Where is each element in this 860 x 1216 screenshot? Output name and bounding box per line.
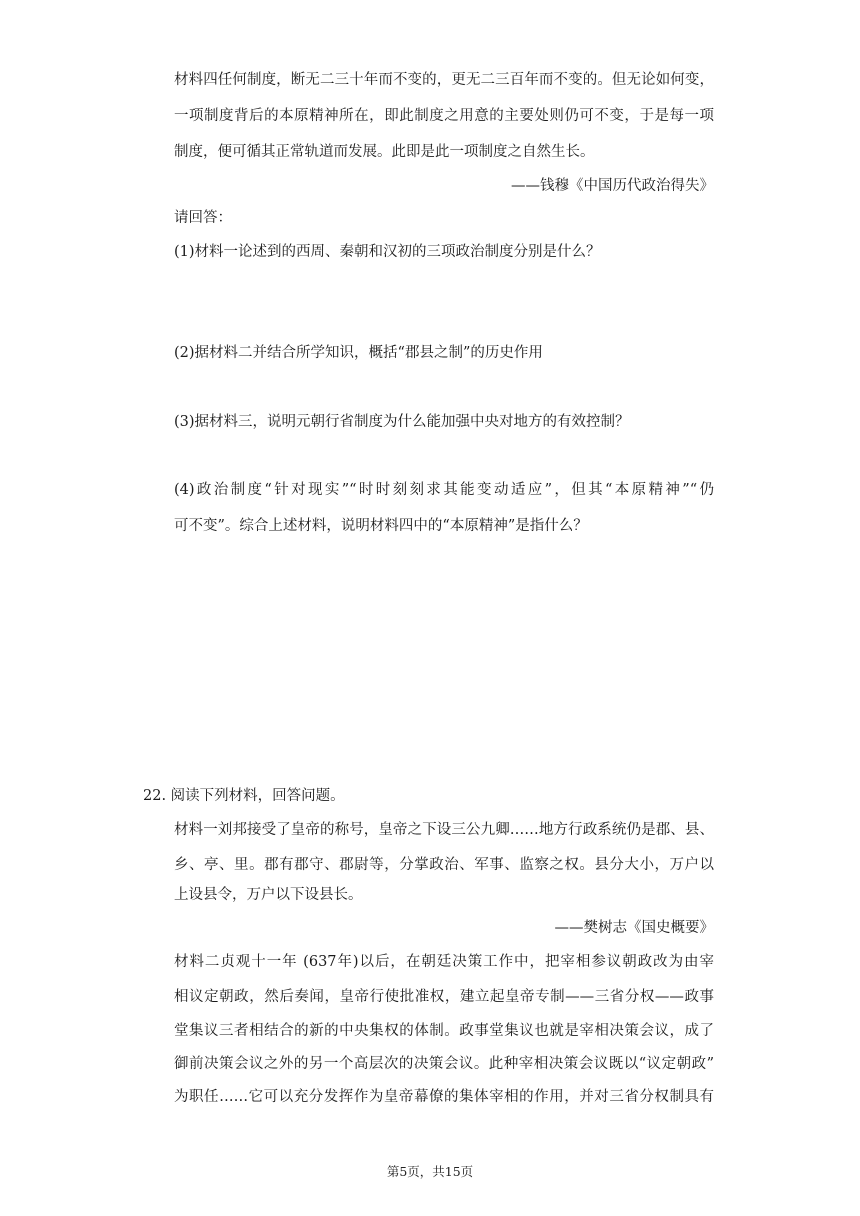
q22-material2-line-5: 为职任……它可以充分发挥作为皇帝幕僚的集体宰相的作用，并对三省分权制具有: [174, 1089, 714, 1105]
question-1: (1)材料一论述到的西周、秦朝和汉初的三项政治制度分别是什么？: [174, 244, 601, 260]
q22-material1-line-2: 乡、亭、里。郡有郡守、郡尉等，分掌政治、军事、监察之权。县分大小，万户以: [174, 857, 714, 873]
q22-material1-source: ——樊树志《国史概要》: [554, 920, 714, 936]
material4-line-2: 一项制度背后的本原精神所在，即此制度之用意的主要处则仍可不变，于是每一项: [174, 108, 714, 124]
page-number-footer: 第5页，共15页: [386, 1164, 474, 1179]
q22-material1-line-1: 材料一刘邦接受了皇帝的称号，皇帝之下设三公九卿……地方行政系统仍是郡、县、: [174, 822, 714, 838]
material4-line-1: 材料四任何制度，断无二三十年而不变的，更无二三百年而不变的。但无论如何变，: [174, 72, 714, 88]
question-4-line-1: (4)政治制度“针对现实”“时时刻刻求其能变动适应”，但其“本原精神”“仍: [174, 482, 714, 498]
material4-line-3: 制度，便可循其正常轨道而发展。此即是此一项制度之自然生长。: [174, 144, 595, 160]
material4-source: ——钱穆《中国历代政治得失》: [511, 178, 714, 194]
question-2: (2)据材料二并结合所学知识，概括“郡县之制”的历史作用: [174, 345, 543, 361]
q22-material2-line-2: 相议定朝政，然后奏闻，皇帝行使批准权，建立起皇帝专制——三省分权——政事: [174, 989, 714, 1005]
q22-material1-line-3: 上设县令，万户以下设县长。: [174, 887, 363, 903]
q22-material2-line-3: 堂集议三者相结合的新的中央集权的体制。政事堂集议也就是宰相决策会议，成了: [174, 1023, 714, 1039]
question-4-line-2: 可不变”。综合上述材料，说明材料四中的“本原精神”是指什么？: [174, 518, 588, 534]
answer-prompt: 请回答：: [174, 210, 232, 226]
q22-material2-line-4: 御前决策会议之外的另一个高层次的决策会议。此种宰相决策会议既以“议定朝政”: [174, 1056, 714, 1072]
question-22-heading: 22. 阅读下列材料，回答问题。: [143, 788, 345, 804]
question-3: (3)据材料三，说明元朝行省制度为什么能加强中央对地方的有效控制？: [174, 414, 630, 430]
q22-material2-line-1: 材料二贞观十一年 (637年)以后，在朝廷决策工作中，把宰相参议朝政改为由宰: [174, 954, 714, 970]
